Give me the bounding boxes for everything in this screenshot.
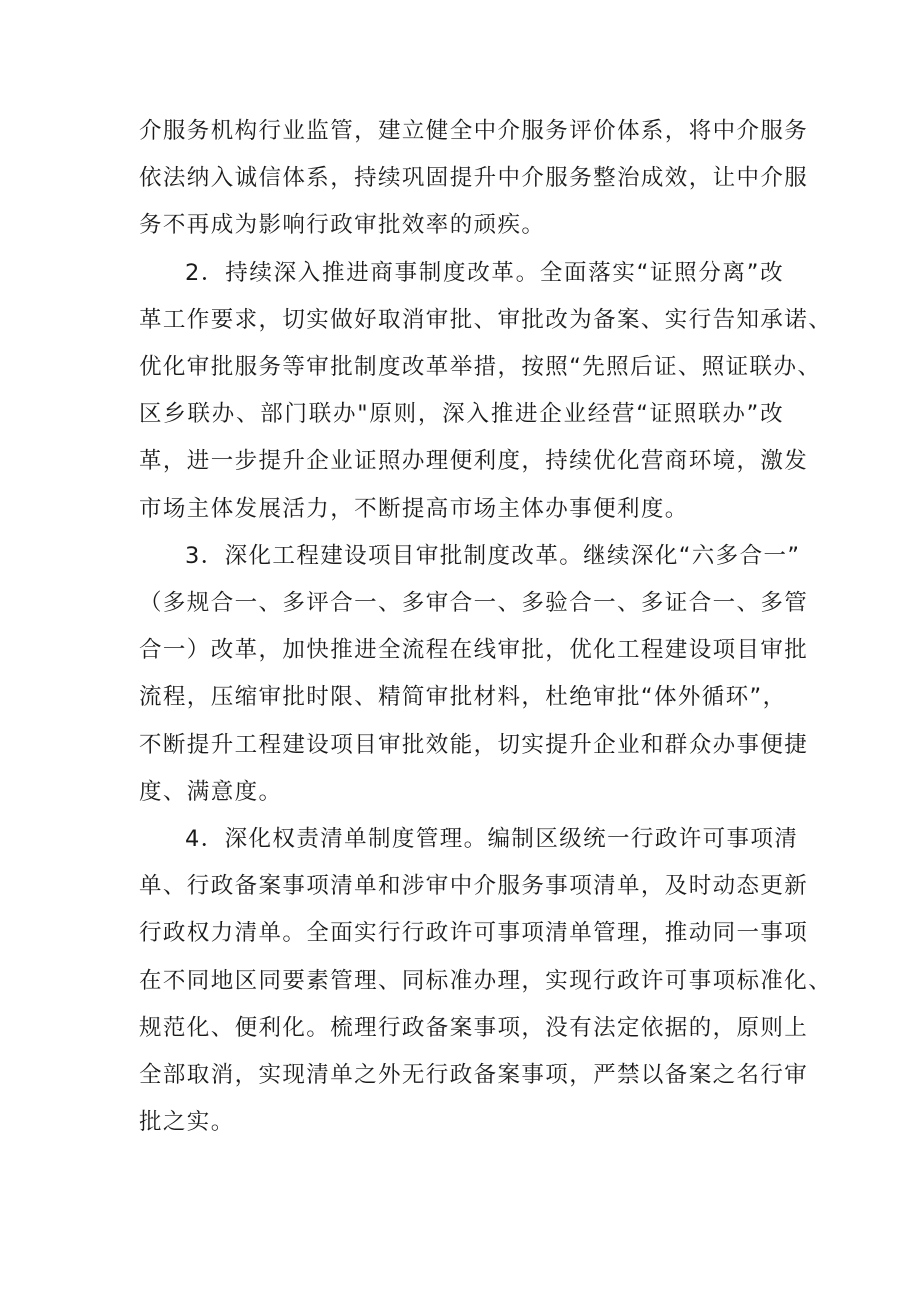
text-line: 4．深化权责清单制度管理。编制区级统一行政许可事项清 [185,826,799,853]
text-line: 在不同地区同要素管理、同标准办理，实现行政许可事项标准化、 [139,967,833,994]
paragraph-commercial-reform [139,250,833,533]
text-line: 优化审批服务等审批制度改革举措，按照“先照后证、照证联办、 [139,354,822,381]
text-line: 革，进一步提升企业证照办理便利度，持续优化营商环境，激发 [139,448,809,475]
text-line: 务不再成为影响行政审批效率的顽疾。 [139,212,546,239]
text-line: 3．深化工程建设项目审批制度改革。继续深化“六多合一” [185,542,801,569]
paragraph-construction-approval-reform [139,533,809,816]
text-line: 单、行政备案事项清单和涉审中介服务事项清单，及时动态更新 [139,873,809,900]
text-line: 依法纳入诚信体系，持续巩固提升中介服务整治成效，让中介服 [139,165,809,192]
document-body [139,108,833,1146]
text-line: 介服务机构行业监管，建立健全中介服务评价体系，将中介服务 [139,118,809,144]
text-line: 度、满意度。 [139,778,283,805]
text-line: 规范化、便利化。梳理行政备案事项，没有法定依据的，原则上 [139,1014,809,1041]
text-line: 2．持续深入推进商事制度改革。全面落实“证照分离”改 [185,259,784,286]
text-line: 批之实。 [139,1109,235,1136]
text-line: （多规合一、多评合一、多审合一、多验合一、多证合一、多管 [139,590,809,617]
text-line: 合一）改革，加快推进全流程在线审批，优化工程建设项目审批 [139,637,809,664]
text-line: 不断提升工程建设项目审批效能，切实提升企业和群众办事便捷 [139,731,809,758]
text-line: 革工作要求，切实做好取消审批、审批改为备案、实行告知承诺、 [139,306,833,333]
text-line: 全部取消，实现清单之外无行政备案事项，严禁以备案之名行审 [139,1062,809,1089]
paragraph-power-list-management [139,816,833,1146]
text-line: 区乡联办、部门联办"原则，深入推进企业经营“证照联办”改 [139,401,784,428]
text-line: 行政权力清单。全面实行行政许可事项清单管理，推动同一事项 [139,920,809,947]
paragraph-intermediary-supervision [139,108,809,250]
text-line: 市场主体发展活力，不断提高市场主体办事便利度。 [139,495,689,522]
text-line: 流程，压缩审批时限、精简审批材料，杜绝审批“体外循环”， [139,684,787,711]
